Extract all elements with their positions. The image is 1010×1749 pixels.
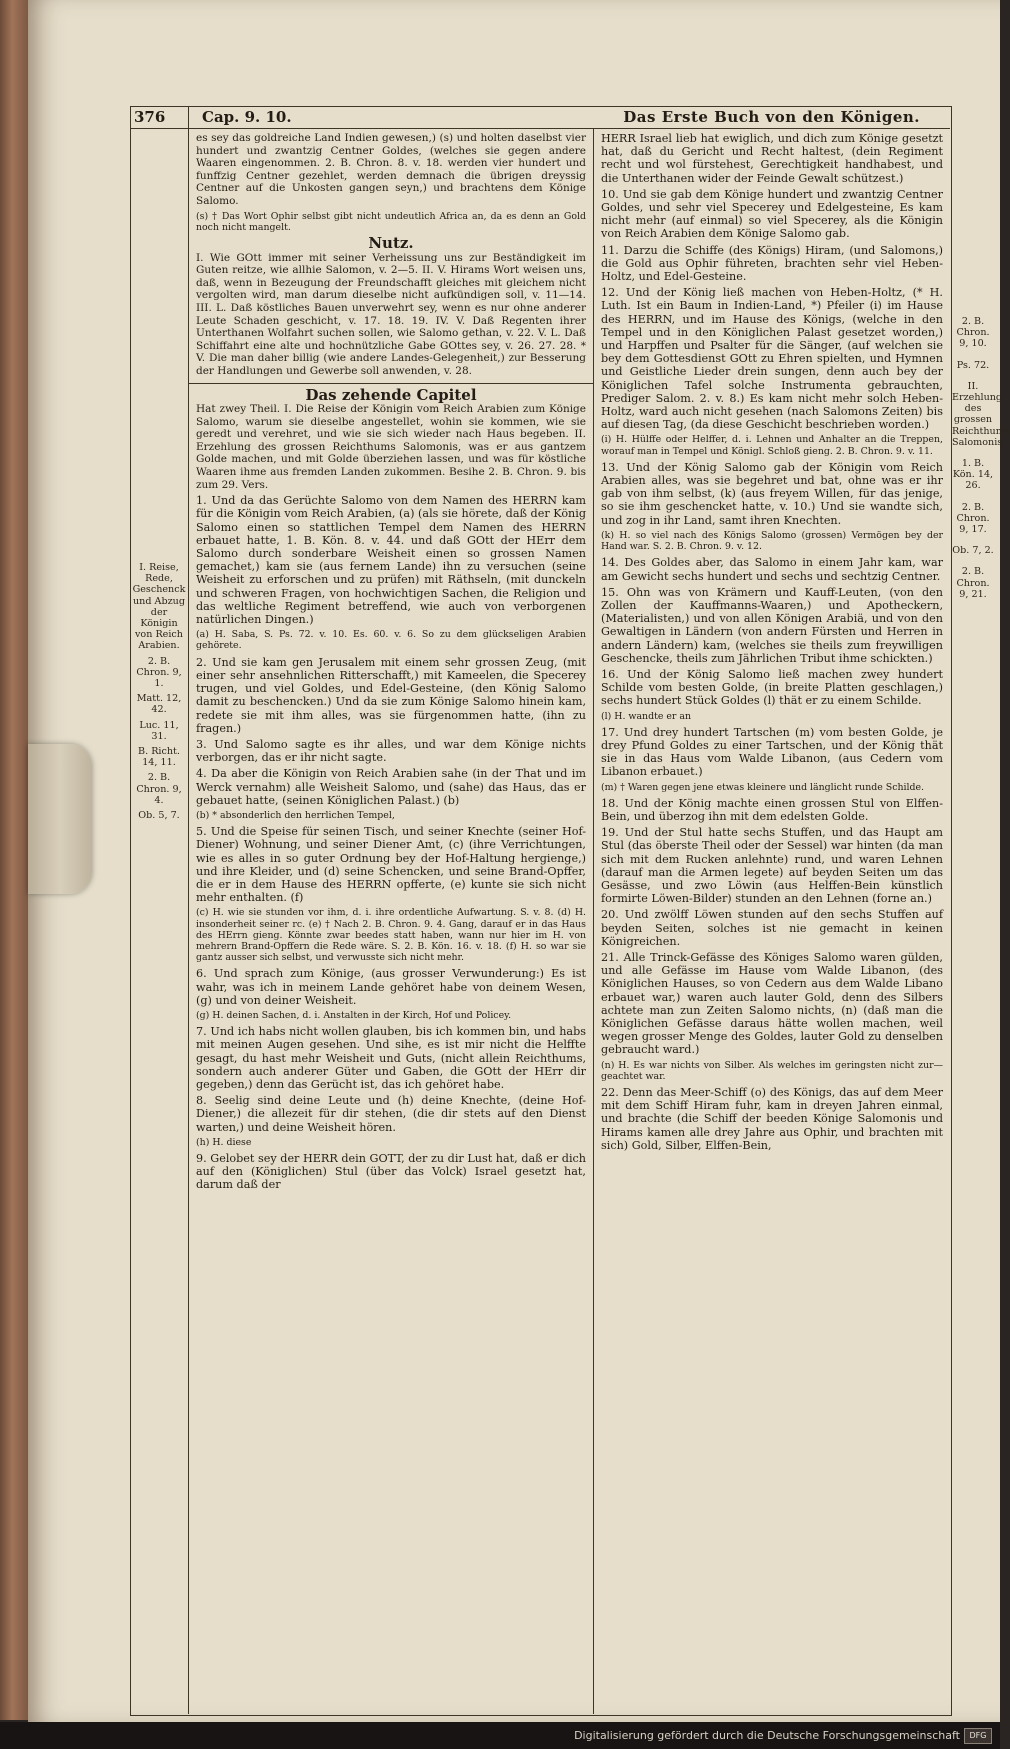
chapter-heading: Das zehende Capitel — [305, 385, 477, 404]
verse-paragraph: 8. Seelig sind deine Leute und (h) deine Knechte, (deine Hof-Diener,) die allezeit für dir stehen, (die dir stets auf den Dienst warten,) und deine Weisheit hören. — [196, 1094, 586, 1134]
verse-paragraph: 13. Und der König Salomo gab der Königin vom Reich Arabien alles, was sie begehret und bat, ohne was er ihr gab von ihm selbst, (k) (aus freyem Willen, für das jenige, so sie ihm geschencket hatte, v. 10.) Und sie wandte sich, und zog in ihr Land, samt ihren Knechten. — [601, 460, 943, 527]
margin-note: Matt. 12, 42. — [136, 693, 182, 716]
verse-paragraph: 3. Und Salomo sagte es ihr alles, und war dem Könige nichts verborgen, das er ihr nicht sagte. — [196, 737, 586, 765]
verse-paragraph: 19. Und der Stul hatte sechs Stuffen, und das Haupt am Stul (das öberste Theil oder der Sessel) war hinten (da man sich mit dem Rucken anlehnte) rund, und waren Lehnen (darauf man die Armen legete) auf beyden Seiten um das Gesässe, und zwo Löwin (aus Helffen-Bein künstlich formirte Löwen-Bilder) stunden an den Lehnen (forne an.) — [601, 826, 943, 906]
verse-paragraph: 7. Und ich habs nicht wollen glauben, bis ich kommen bin, und habs mit meinen Augen gesehen. Und sihe, es ist mir nicht die Helffte gesagt, du hast mehr Weisheit und Guts, (nicht allein Reichthums, sondern auch anderer Güter und Gaben, die GOtt der HErr dir gegeben,) denn das Gerücht ist, das ich gehöret habe. — [196, 1025, 586, 1091]
verse-paragraph: 21. Alle Trinck-Gefässe des Königes Salomo waren gülden, und alle Gefässe im Hause vom Walde Libanon, (des Königlichen Hauses, so von Cedern aus dem Walde Libano erbauet war,) waren auch lauter Gold, denn des Silbers achtete man zun Zeiten Salomo nichts, (n) (daß man die Königlichen Gefässe daraus hätte wollen machen, weil wegen grosser Menge des Goldes, lauter Gold zu denselben gebraucht ward.) — [601, 950, 943, 1057]
verse-paragraph: 16. Und der König Salomo ließ machen zwey hundert Schilde vom besten Golde, (in breite Platten geschlagen,) sechs hundert Stück Goldes (l) thät er zu einem Schilde. — [601, 667, 943, 708]
margin-note: Ob. 7, 2. — [952, 545, 994, 557]
verse-paragraph: 5. Und die Speise für seinen Tisch, und seiner Knechte (seiner Hof-Diener) Wohnung, und seiner Diener Amt, (c) (ihre Verrichtungen, wie es alles in so guter Ordnung bey der Hof-Haltung hergienge,) und ihre Kleider, und (d) seine Schencken, und seine Brand-Opffer, die er in dem Hause des HERRN opfferte, (e) kunte sie sich nicht mehr enthalten. (f) — [196, 825, 586, 905]
verse-paragraph: 17. Und drey hundert Tartschen (m) vom besten Golde, je drey Pfund Goldes zu einer Tartschen, und der König thät sie in das Haus vom Walde Libanon, (aus Cedern vom Libanon erbauet.) — [601, 725, 943, 779]
dfg-logo-icon: DFG — [964, 1728, 992, 1744]
verse-paragraph: 14. Des Goldes aber, das Salomo in einem Jahr kam, war am Gewicht sechs hundert und sechs und sechtzig Centner. — [601, 556, 943, 583]
margin-note: 2. B. Chron. 9, 21. — [956, 566, 990, 600]
footnote: (h) H. diese — [196, 1136, 252, 1148]
footnote: (k) H. so viel nach des Königs Salomo (grossen) Vermögen bey der Hand war. S. 2. B. Chron. 9. v. 12. — [601, 529, 943, 553]
margin-note: Ps. 72. — [956, 359, 990, 371]
page-clip — [28, 744, 92, 894]
verse-paragraph: 11. Darzu die Schiffe (des Königs) Hiram, (und Salomons,) die Gold aus Ophir führeten, brachten sehr viel Heben-Holtz, und Edel-Gesteine. — [601, 243, 943, 284]
verse-list-right — [601, 132, 943, 1152]
verse-paragraph: 9. Gelobet sey der HERR dein GOTT, der zu dir Lust hat, daß er dich auf den (Königlichen) Stul (über das Volck) Israel gesetzt hat, darum daß der — [196, 1152, 586, 1192]
footnote: (g) H. deinen Sachen, d. i. Anstalten in der Kirch, Hof und Policey. — [196, 1009, 512, 1021]
footnote: (l) H. wandte er an — [601, 710, 692, 722]
footnote: (m) † Waren gegen jene etwas kleinere und länglicht runde Schilde. — [601, 781, 925, 793]
page-number: 376 — [134, 108, 166, 126]
verse-paragraph: 22. Denn das Meer-Schiff (o) des Königs, das auf dem Meer mit dem Schiff Hiram fuhr, kam in dreyen Jahren einmal, und brachte (die Schiff der beeden Könige Salomonis und Hirams kamen alle drey Jahre aus Ophir, und brachten mit sich) Gold, Silber, Elffen-Bein, — [601, 1086, 943, 1152]
right-margin-notes — [952, 316, 1010, 610]
verse-list-left — [196, 494, 586, 1191]
chapter-summary: Hat zwey Theil. I. Die Reise der Königin vom Reich Arabien zum Könige Salomo, warum sie dieselbe angestellet, wohin sie kommen, wie sie geredt und verehret, und wie sie sich wieder nach Haus begeben. II. Erzehlung des grossen Reichthums Salomonis, was er aus gantzem Golde machen, und mit Golde überziehen lassen, und was für köstliche Waaren ihme aus fremden Landen zukommen. Besihe 2. B. Chron. 9. bis zum 29. Vers. — [196, 403, 586, 491]
right-text-column — [601, 132, 943, 1710]
running-header — [130, 106, 950, 129]
margin-note: 2. B. Chron. 9, 10. — [956, 316, 990, 350]
margin-divider-left — [188, 106, 189, 1714]
book-spine-edge — [0, 0, 30, 1720]
book-title: Das Erste Buch von den Königen. — [623, 108, 920, 126]
footnote: (a) H. Saba, S. Ps. 72. v. 10. Es. 60. v. 6. So zu dem glückseligen Arabien gehörete. — [196, 629, 586, 652]
margin-note: B. Richt. 14, 11. — [138, 746, 180, 769]
footnote: (i) H. Hülffe oder Helffer, d. i. Lehnen und Anhalter an die Treppen, worauf man in Tempel und Königl. Schloß gieng. 2. B. Chron. 9. v. 11. — [601, 434, 943, 457]
verse-paragraph: 1. Und da das Gerüchte Salomo von dem Namen des HERRN kam für die Königin vom Reich Arabien, (a) (als sie hörete, daß der König Salomo einen so stattlichen Tempel dem Namen des HERRN erbauet hatte, 1. B. Kön. 8. v. 44. und daß GOtt der HErr dem Salomo durch sonderbare Weisheit einen so grossen Namen gemachet,) kam sie (aus fernem Lande) ihn zu versuchen (seine Weisheit zu erforschen und zu prüfen) mit Räthseln, (mit dunckeln und schweren Fragen, von hochwichtigen Sachen, die Religion und das weltliche Regiment betreffend, wie auch von verborgenen natürlichen Dingen.) — [196, 494, 586, 627]
chapter-reference: Cap. 9. 10. — [202, 108, 292, 126]
verse-paragraph: 15. Ohn was von Krämern und Kauff-Leuten, (von den Zollen der Kauffmanns-Waaren,) und Apotheckern, (Materialisten,) und von allen Königen Arabiä, und von den Gewaltigen in Ländern (von andern Fürsten und Herren in andern Ländern) kam, (welches sie theils zum freywilligen Geschencke, theils zum Jährlichen Tribut ihme schickten.) — [601, 585, 943, 665]
margin-note: II. Erzehlung des grossen Reichthums Salomonis. — [952, 380, 1010, 448]
column-divider — [593, 128, 594, 1714]
verse-paragraph: 4. Da aber die Königin von Reich Arabien sahe (in der That und im Werck vernahm) alle Weisheit Salomo, und (sahe) das Haus, das er gebauet hatte, (seinen Königlichen Palast.) (b) — [196, 767, 586, 807]
verse-paragraph: 2. Und sie kam gen Jerusalem mit einem sehr grossen Zeug, (mit einer sehr ansehnlichen Ritterschafft,) mit Kameelen, die Specerey trugen, und viel Goldes, und Edel-Gesteine, (den König Salomo damit zu beschencken.) Und da sie zum Könige Salomo hinein kam, redete sie mit ihm alles, was sie fürgenommen hatte, (ihn zu fragen.) — [196, 655, 586, 735]
footnote: (c) H. wie sie stunden vor ihm, d. i. ihre ordentliche Aufwartung. S. v. 8. (d) H. insonderheit seiner rc. (e) † Nach 2. B. Chron. 9. 4. Gang, darauf er in das Haus des HErrn gieng. Könnte zwar beedes statt haben, wann nur hier im H. von mehrern Brand-Opffern die Rede wäre. S. 2. B. Kön. 16. v. 18. (f) H. so war sie gantz ausser sich selbst, und verwusste sich nicht mehr. — [196, 907, 586, 964]
left-text-column — [196, 132, 586, 1710]
margin-note: 1. B. Kön. 14, 26. — [952, 458, 994, 492]
section-heading-nutz: Nutz. — [368, 233, 414, 252]
footnote: (b) * absonderlich den herrlichen Tempel, — [196, 809, 395, 821]
verse-paragraph: 10. Und sie gab dem Könige hundert und zwantzig Centner Goldes, und sehr viel Specerey und Edelgesteine, Es kam nicht mehr (auf einmal) so viel Specerey, als die Königin von Reich Arabien dem Könige Salomo gab. — [601, 187, 943, 241]
margin-note: Luc. 11, 31. — [139, 719, 179, 742]
verse-paragraph: 18. Und der König machte einen grossen Stul von Elffen-Bein, und überzog ihn mit dem edelsten Golde. — [601, 796, 943, 823]
nutz-text: I. Wie GOtt immer mit seiner Verheissung uns zur Beständigkeit im Guten reitze, wie allhie Salomon, v. 2—5. II. V. Hirams Wort weisen uns, daß, wenn in Bezeugung der Freundschafft gleiches mit gleichem nicht vergolten wird, man darum dieselbe nicht aufkündigen soll, v. 11—14. III. L. Daß köstliches Bauen unverwehrt sey, wenn es nur ohne anderer Leute Schaden geschicht, v. 17. 18. 19. IV. V. Daß Regenten ihrer Unterthanen Wolfahrt suchen sollen, wie Salomo gethan, v. 22. V. L. Daß Schiffahrt eine alte und hochnützliche Gabe GOttes sey, v. 26. 27. 28. * V. Die man daher billig (wie andere Landes-Gelegenheit,) zur Besserung der Handlungen und Gewerbe soll anwenden, v. 28. — [196, 251, 586, 377]
footnote: (s) † Das Wort Ophir selbst gibt nicht undeutlich Africa an, da es denn an Gold noch nicht mangelt. — [196, 210, 586, 233]
verse-paragraph: HERR Israel lieb hat ewiglich, und dich zum Könige gesetzt hat, daß du Gericht und Recht haltest, (dein Regiment recht und wol fürstehest, Gerechtigkeit handhabest, und die Unterthanen wider der Feinde Gewalt schützest.) — [601, 132, 943, 185]
left-margin-notes — [132, 562, 186, 825]
verse-paragraph: 6. Und sprach zum Könige, (aus grosser Verwunderung:) Es ist wahr, was ich in meinem Lande gehöret habe von deinem Wesen, (g) und von deiner Weisheit. — [196, 967, 586, 1007]
top-text: es sey das goldreiche Land Indien gewesen,) (s) und holten daselbst vier hundert und zwantzig Centner Goldes, (welches sie gegen andere Waaren eingenommen. 2. B. Chron. 8. v. 18. werden vier hundert und funffzig Centner gezehlet, werden demnach die übrigen dreyssig Centner auf die Unkosten gangen seyn,) und brachtens dem Könige Salomo. — [196, 132, 586, 207]
verse-paragraph: 12. Und der König ließ machen von Heben-Holtz, (* H. Luth. Ist ein Baum in Indien-Land, *) Pfeiler (i) im Hause des HERRN, und im Hause des Königs, (welche in den Tempel und in den Königlichen Palast gesetzet worden,) und Harpffen und Psalter für die Sänger, (auf welchen sie bey dem Gottesdienst GOtt zu Ehren spielten, und Hymnen und Geistliche Lieder drein sungen, denn auch bey der Königlichen Tafel solche Instrumenta gebrauchten, Prediger Salom. 2. v. 8.) Es kam nicht mehr solch Heben-Holtz, ward auch nicht gesehen (nach Salomons Zeiten) bis auf diesen Tag, (da diese Geschicht beschrieben worden.) — [601, 286, 943, 432]
margin-note: Ob. 5, 7. — [138, 810, 180, 822]
margin-note: 2. B. Chron. 9, 4. — [136, 772, 182, 806]
margin-note: 2. B. Chron. 9, 1. — [136, 655, 182, 690]
section-rule — [188, 383, 594, 384]
verse-paragraph: 20. Und zwölff Löwen stunden auf den sechs Stuffen auf beyden Seiten, solches ist nie gemacht in keinen Königreichen. — [601, 908, 943, 948]
margin-note: I. Reise, Rede, Geschenck und Abzug der Königin von Reich Arabien. — [132, 562, 186, 652]
footer-text: Digitalisierung gefördert durch die Deutsche Forschungsgemeinschaft — [574, 1729, 960, 1742]
footer-bar — [0, 1722, 1000, 1749]
margin-note: 2. B. Chron. 9, 17. — [956, 501, 990, 536]
footnote: (n) H. Es war nichts von Silber. Als welches im geringsten nicht zur— geachtet war. — [601, 1059, 943, 1082]
